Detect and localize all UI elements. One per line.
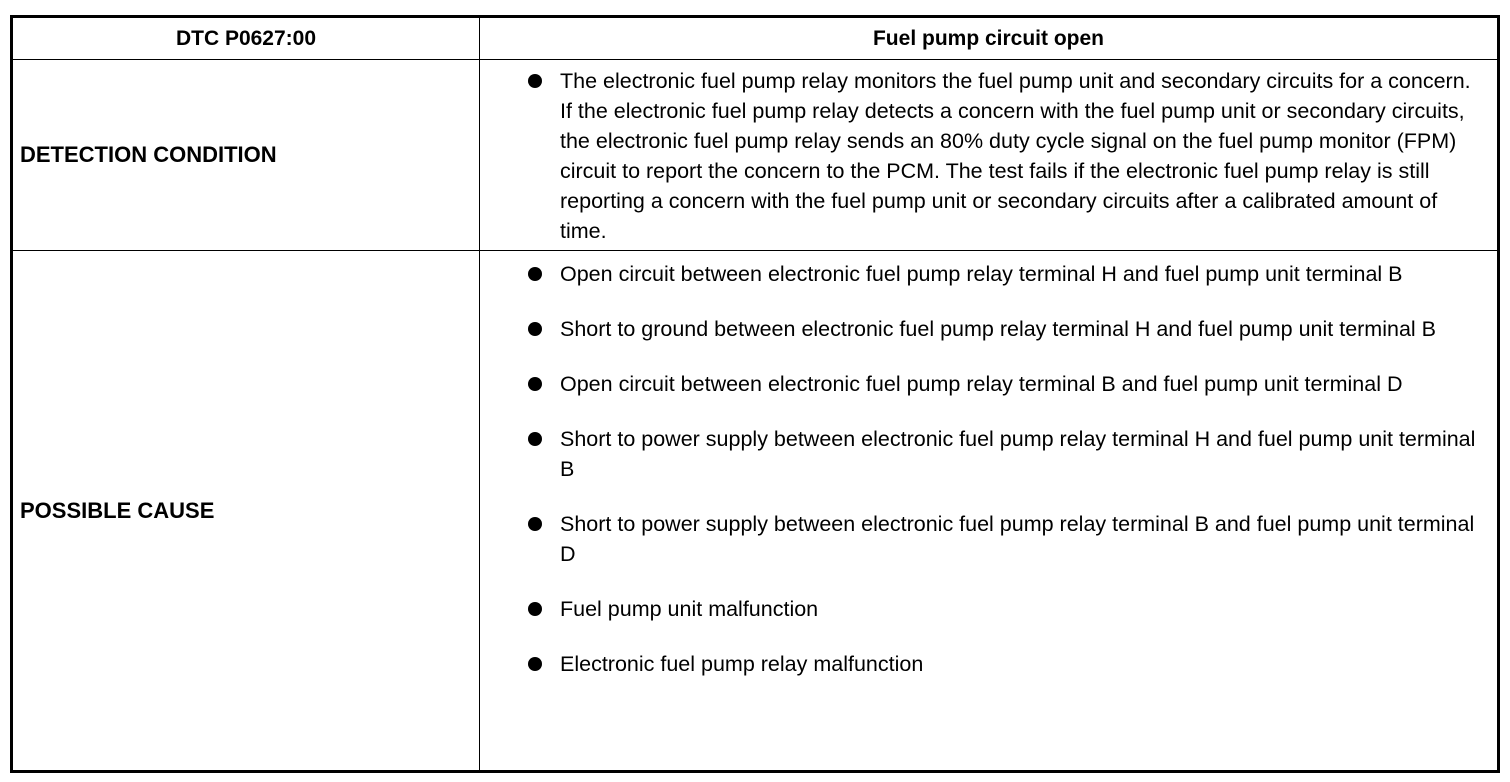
bullet-icon <box>528 517 542 531</box>
possible-cause-text: Open circuit between electronic fuel pump relay terminal B and fuel pump unit terminal D <box>560 372 1403 396</box>
detection-condition-label: DETECTION CONDITION <box>20 142 277 167</box>
possible-cause-text: Fuel pump unit malfunction <box>560 597 819 621</box>
dtc-title: Fuel pump circuit open <box>872 26 1104 50</box>
bullet-icon <box>528 377 542 391</box>
possible-cause-list <box>480 259 1497 679</box>
dtc-table <box>10 15 1500 773</box>
dtc-code: DTC P0627:00 <box>175 26 317 50</box>
bullet-icon <box>528 432 542 446</box>
dtc-title-header <box>480 18 1497 60</box>
bullet-icon <box>528 267 542 281</box>
possible-cause-text: Electronic fuel pump relay malfunction <box>560 652 924 676</box>
list-item <box>480 649 1497 679</box>
possible-cause-content <box>480 251 1497 770</box>
list-item <box>480 259 1497 289</box>
list-item <box>480 369 1497 399</box>
list-item <box>480 314 1497 344</box>
dtc-code-header <box>13 18 480 60</box>
bullet-icon <box>528 657 542 671</box>
detection-condition-content <box>480 60 1497 251</box>
list-item <box>480 594 1497 624</box>
possible-cause-label: POSSIBLE CAUSE <box>20 497 215 523</box>
possible-cause-text: Short to power supply between electronic fuel pump relay terminal B and fuel pump unit terminal D <box>560 512 1475 566</box>
detection-condition-label-cell <box>13 60 480 251</box>
list-item <box>480 424 1497 484</box>
bullet-icon <box>528 602 542 616</box>
possible-cause-text: Short to power supply between electronic fuel pump relay terminal H and fuel pump unit terminal B <box>560 427 1476 481</box>
detection-condition-list <box>480 66 1497 246</box>
possible-cause-text: Open circuit between electronic fuel pump relay terminal H and fuel pump unit terminal B <box>560 262 1403 286</box>
detection-condition-text: The electronic fuel pump relay monitors the fuel pump unit and secondary circuits for a concern. If the electronic fuel pump relay detects a concern with the fuel pump unit or secondary circuits, the electronic fuel pump relay sends an 80% duty cycle signal on the fuel pump monitor (FPM) circuit to report the concern to the PCM. The test fails if the electronic fuel pump relay is still reporting a concern with the fuel pump unit or secondary circuits after a calibrated amount of time. <box>560 69 1471 243</box>
bullet-icon <box>528 74 542 88</box>
list-item <box>480 509 1497 569</box>
bullet-icon <box>528 322 542 336</box>
list-item <box>480 66 1497 246</box>
possible-cause-label-cell <box>13 251 480 770</box>
possible-cause-text: Short to ground between electronic fuel pump relay terminal H and fuel pump unit terminal B <box>560 317 1436 341</box>
